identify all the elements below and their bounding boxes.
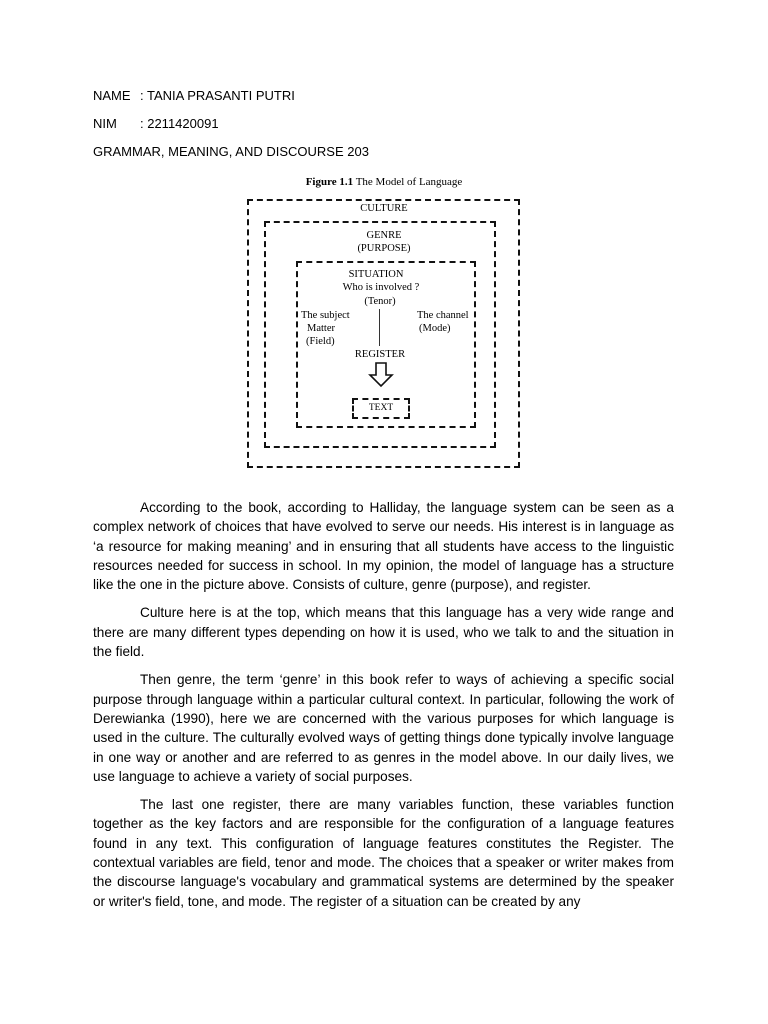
mode-label-line1: The channel — [417, 310, 469, 321]
who-label: Who is involved ? — [342, 282, 420, 293]
register-label: REGISTER — [354, 349, 406, 360]
name-value: : TANIA PRASANTI PUTRI — [140, 88, 295, 103]
body-text — [93, 498, 674, 920]
figure-number: Figure 1.1 — [305, 176, 354, 188]
mode-label-line2: (Mode) — [419, 323, 451, 334]
name-label: NAME — [93, 88, 131, 103]
tenor-label: (Tenor) — [364, 296, 396, 307]
culture-label: CULTURE — [360, 203, 408, 214]
paragraph: According to the book, according to Halliday, the language system can be seen as a complex network of choices that have evolved to serve our needs. His interest is in language as ‘a resource for making meaning’ and in ensuring that all students have access to the linguistic resources needed for success in school. In my opinion, the model of language has a structure like the one in the picture above. Consists of culture, genre (purpose), and register. — [93, 500, 674, 593]
field-label-line3: (Field) — [306, 336, 335, 347]
connector-line — [379, 309, 380, 346]
figure-title — [0, 176, 768, 188]
nim-line — [93, 116, 219, 132]
down-arrow-icon — [368, 362, 394, 388]
paragraph: Then genre, the term ‘genre’ in this book refer to ways of achieving a specific social purpose through language within a particular cultural context. In particular, following the work of Derewianka (1990), here we are concerned with the various purposes for which language is used in the culture. The culturally evolved ways of getting things done typically involve language in one way or another and are referred to as genres in the model above. In our daily lives, we use language to achieve a variety of social purposes. — [93, 672, 674, 784]
situation-label: SITUATION — [348, 269, 404, 280]
paragraph: Culture here is at the top, which means that this language has a very wide range and there are many different types depending on how it is used, who we talk to and the situation in the field. — [93, 605, 674, 660]
figure-caption: The Model of Language — [353, 176, 463, 188]
nim-label: NIM — [93, 116, 117, 131]
field-label-line1: The subject — [301, 310, 350, 321]
field-label-line2: Matter — [307, 323, 335, 334]
nim-value: : 2211420091 — [140, 116, 219, 131]
paragraph: The last one register, there are many variables function, these variables function together as the key factors and are responsible for the configuration of a language features found in any text. This configuration of language features constitutes the Register. The contextual variables are field, tenor and mode. The choices that a speaker or writer makes from the discourse language's vocabulary and grammatical systems are determined by the speaker or writer's field, tone, and mode. The register of a situation can be created by any — [93, 797, 674, 909]
course-line: GRAMMAR, MEANING, AND DISCOURSE 203 — [93, 144, 369, 159]
purpose-label: (PURPOSE) — [357, 243, 411, 254]
text-label: TEXT — [368, 403, 394, 413]
genre-label: GENRE — [366, 230, 402, 241]
name-line — [93, 88, 295, 104]
